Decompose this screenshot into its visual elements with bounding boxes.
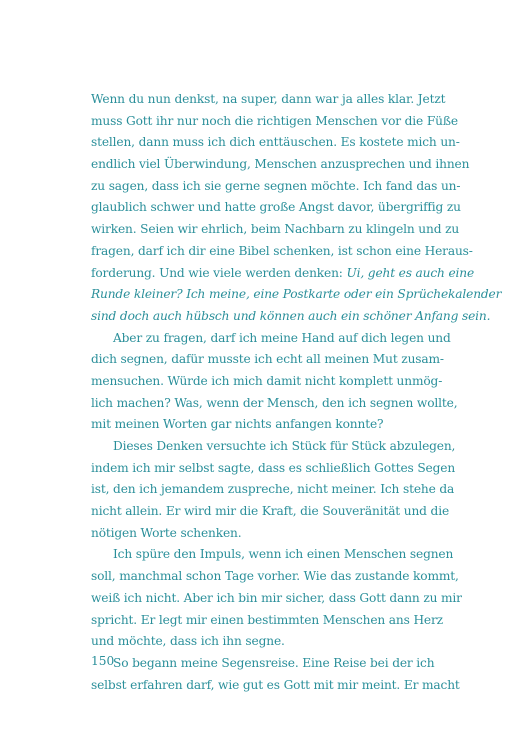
text-line: ist, den ich jemandem zuspreche, nicht meiner. Ich stehe da <box>91 482 455 497</box>
text-line: nicht allein. Er wird mir die Kraft, die Souveränität und die <box>91 504 450 519</box>
text-line: spricht. Er legt mir einen bestimmten Menschen ans Herz <box>91 612 443 627</box>
text-line-mixed <box>91 263 475 285</box>
text-line-italic: Runde kleiner? Ich meine, eine Postkarte oder ein Sprüchekalender <box>91 287 502 302</box>
text-line: zu sagen, dass ich sie gerne segnen möchte. Ich fand das un- <box>91 178 461 193</box>
text-line: soll, manchmal schon Tage vorher. Wie das zustande kommt, <box>91 569 459 584</box>
text-line: weiß ich nicht. Aber ich bin mir sicher, dass Gott dann zu mir <box>91 590 462 605</box>
text-line: endlich viel Überwindung, Menschen anzusprechen und ihnen <box>91 157 470 172</box>
text-line: und möchte, dass ich ihn segne. <box>91 634 285 649</box>
text-line: dich segnen, dafür musste ich echt all meinen Mut zusam- <box>91 352 444 367</box>
text-line: So begann meine Segensreise. Eine Reise bei der ich <box>113 655 435 670</box>
text-line: nötigen Worte schenken. <box>91 525 242 540</box>
text-line: Dieses Denken versuchte ich Stück für Stück abzulegen, <box>113 439 456 453</box>
text-line: muss Gott ihr nur noch die richtigen Menschen vor die Füße <box>91 113 458 128</box>
text-segment: forderung. Und wie viele werden denken: <box>91 265 347 280</box>
page-number: 150 <box>91 654 115 668</box>
text-line: indem ich mir selbst sagte, dass es schließlich Gottes Segen <box>91 460 456 475</box>
italic-segment: Ui, geht es auch eine <box>346 265 475 280</box>
text-line: Wenn du nun denkst, na super, dann war ja alles klar. Jetzt <box>91 92 446 106</box>
text-line: fragen, darf ich dir eine Bibel schenken, ist schon eine Heraus- <box>91 243 473 258</box>
text-line: stellen, dann muss ich dich enttäuschen. Es kostete mich un- <box>91 135 460 150</box>
text-line: mit meinen Worten gar nichts anfangen konnte? <box>91 417 384 432</box>
text-line: Ich spüre den Impuls, wenn ich einen Menschen segnen <box>113 547 454 562</box>
text-line: wirken. Seien wir ehrlich, beim Nachbarn zu klingeln und zu <box>91 222 460 237</box>
text-line: glaublich schwer und hatte große Angst davor, übergriffig zu <box>91 200 461 215</box>
text-line-italic: sind doch auch hübsch und können auch ein schöner Anfang sein. <box>91 308 491 323</box>
text-line: mensuchen. Würde ich mich damit nicht komplett unmög- <box>91 373 443 388</box>
text-line: lich machen? Was, wenn der Mensch, den ich segnen wollte, <box>91 395 458 410</box>
body-text <box>91 89 502 696</box>
text-line: Aber zu fragen, darf ich meine Hand auf dich legen und <box>113 330 451 345</box>
text-line: selbst erfahren darf, wie gut es Gott mit mir meint. Er macht <box>91 677 460 692</box>
